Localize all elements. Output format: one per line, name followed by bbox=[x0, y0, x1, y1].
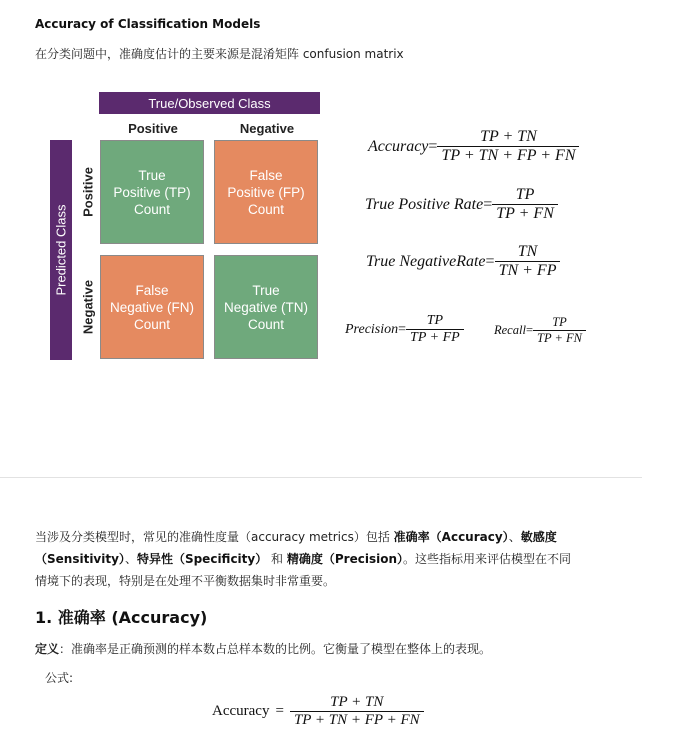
intro-text: 情境下的表现，特别是在处理不平衡数据集时非常重要。 bbox=[35, 574, 336, 588]
cell-line: Count bbox=[247, 201, 285, 217]
formula-label: 公式: bbox=[45, 671, 74, 685]
intro-text: 当涉及分类模型时，常见的准确性度量（accuracy metrics）包括 bbox=[35, 530, 394, 544]
page-subtitle: 在分类问题中，准确度估计的主要来源是混淆矩阵 confusion matrix bbox=[35, 47, 404, 61]
cell-line: False bbox=[135, 282, 169, 298]
formula-lhs: Recall bbox=[494, 323, 526, 337]
cell-line: True bbox=[252, 282, 280, 298]
section-heading-accuracy: 1. 准确率 (Accuracy) bbox=[35, 608, 208, 627]
formula-recall bbox=[494, 315, 586, 346]
separator: 、 bbox=[124, 552, 137, 566]
formula-precision bbox=[345, 313, 464, 346]
equals-sign: = bbox=[398, 321, 407, 337]
column-header-negative: Negative bbox=[239, 121, 295, 136]
denominator: TP + TN + FP + FN bbox=[437, 146, 579, 165]
equals-sign: = bbox=[275, 703, 284, 719]
cell-true-positive bbox=[100, 140, 204, 244]
numerator: TP bbox=[515, 186, 535, 203]
cell-line: Negative (TN) bbox=[223, 299, 309, 315]
formula-true-positive-rate bbox=[365, 186, 558, 223]
term-accuracy: 准确率（Accuracy） bbox=[393, 530, 509, 544]
numerator: TP bbox=[426, 313, 444, 328]
cell-line: Count bbox=[133, 201, 171, 217]
row-header-positive bbox=[77, 140, 99, 244]
definition-line bbox=[35, 640, 491, 657]
cell-line: False bbox=[249, 167, 283, 183]
predicted-class-label: Predicted Class bbox=[53, 204, 69, 296]
observed-class-label: True/Observed Class bbox=[148, 95, 271, 111]
fraction bbox=[290, 694, 424, 729]
term-specificity: 特异性（Specificity） bbox=[136, 552, 268, 566]
cell-line: Count bbox=[133, 316, 171, 332]
denominator: TP + FN bbox=[533, 330, 586, 346]
fraction bbox=[533, 315, 586, 346]
definition-text: ：准确率是正确预测的样本数占总样本数的比例。它衡量了模型在整体上的表现。 bbox=[59, 642, 492, 656]
formula-true-negative-rate bbox=[366, 243, 560, 280]
formula-accuracy-rendered bbox=[212, 694, 424, 729]
intro-paragraph bbox=[35, 526, 635, 592]
row-header-positive-label: Positive bbox=[80, 167, 96, 217]
formula-lhs: True Positive Rate bbox=[365, 195, 484, 213]
section-divider bbox=[0, 477, 642, 478]
equals-sign: = bbox=[483, 195, 493, 213]
equals-sign: = bbox=[525, 323, 533, 337]
cell-line: Negative (FN) bbox=[109, 299, 195, 315]
term-sensitivity: 敏感度 bbox=[520, 530, 557, 544]
cell-line: Positive (TP) bbox=[113, 184, 191, 200]
column-header-positive: Positive bbox=[128, 121, 178, 136]
cell-true-negative bbox=[214, 255, 318, 359]
formula-lhs: Accuracy bbox=[368, 137, 429, 155]
cell-false-positive bbox=[214, 140, 318, 244]
numerator: TP + TN bbox=[480, 128, 537, 145]
denominator: TP + FN bbox=[492, 204, 558, 223]
denominator: TP + FP bbox=[406, 329, 464, 346]
term-sensitivity-en: （Sensitivity） bbox=[35, 552, 125, 566]
numerator: TP + TN bbox=[330, 694, 384, 710]
equals-sign: = bbox=[485, 252, 495, 270]
term-precision: 精确度（Precision） bbox=[286, 552, 403, 566]
formula-accuracy bbox=[368, 128, 579, 165]
numerator: TN bbox=[517, 243, 538, 260]
formula-lhs: Accuracy bbox=[212, 703, 270, 719]
fraction bbox=[495, 243, 561, 280]
fraction bbox=[492, 186, 558, 223]
observed-class-header bbox=[99, 92, 320, 114]
predicted-class-header bbox=[50, 140, 72, 360]
formula-lhs: True NegativeRate bbox=[366, 252, 486, 270]
row-header-negative bbox=[77, 255, 99, 359]
numerator: TP bbox=[552, 315, 567, 329]
row-header-negative-label: Negative bbox=[80, 279, 96, 335]
equals-sign: = bbox=[428, 137, 438, 155]
denominator: TP + TN + FP + FN bbox=[290, 711, 424, 729]
fraction bbox=[406, 313, 464, 346]
fraction bbox=[437, 128, 579, 165]
denominator: TN + FP bbox=[495, 261, 561, 280]
page-title: Accuracy of Classification Models bbox=[35, 17, 261, 31]
cell-line: True bbox=[138, 167, 166, 183]
conjunction: 和 bbox=[267, 552, 287, 566]
intro-text: 。这些指标用来评估模型在不同 bbox=[403, 552, 572, 566]
formula-lhs: Precision bbox=[345, 321, 399, 337]
definition-label: 定义 bbox=[35, 642, 60, 656]
separator: 、 bbox=[508, 530, 521, 544]
cell-line: Positive (FP) bbox=[227, 184, 305, 200]
cell-line: Count bbox=[247, 316, 285, 332]
cell-false-negative bbox=[100, 255, 204, 359]
